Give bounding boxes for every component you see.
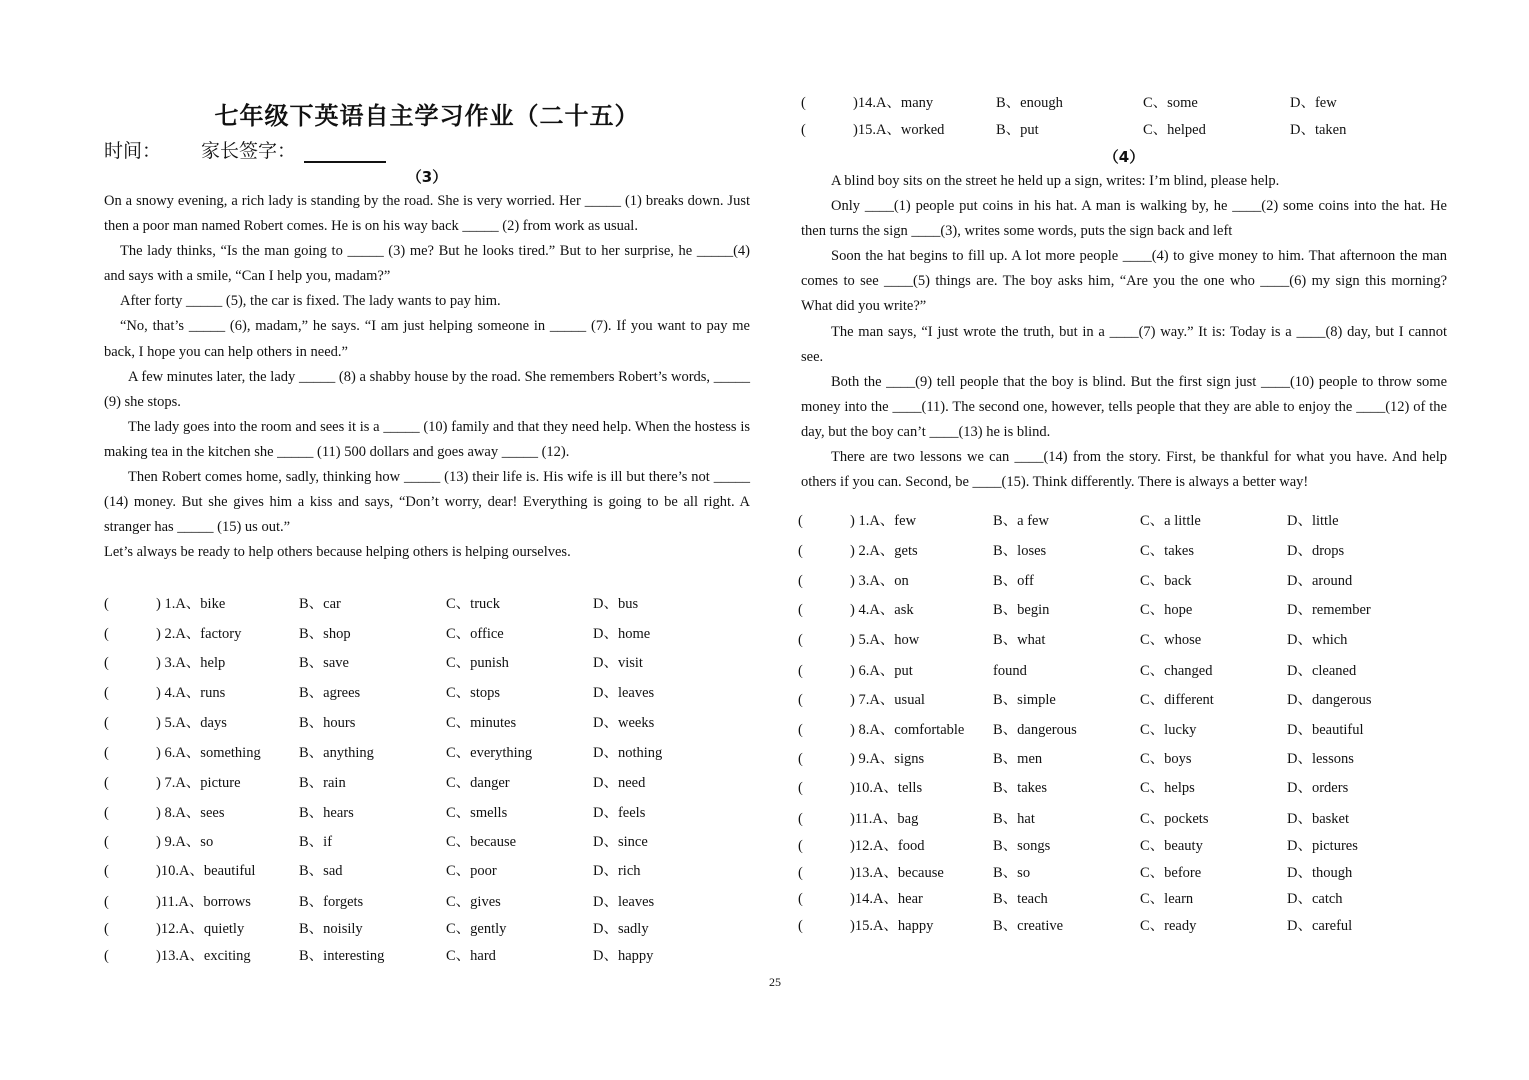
option-a: )12.A、quietly xyxy=(156,921,245,937)
option-b: B、enough xyxy=(996,95,1063,111)
option-d: D、few xyxy=(1290,95,1337,111)
option-d: D、weeks xyxy=(593,715,655,731)
question-row xyxy=(104,651,764,675)
option-d: D、drops xyxy=(1287,543,1345,559)
answer-paren: ( xyxy=(104,626,109,642)
passage-3-paragraph: Then Robert comes home, sadly, thinking how _____ (13) their life is. His wife is ill but there’s not _____ (14) money. But she gives him a kiss and says, “Don’t worry, dear! Everything is going to be all right. A stranger has _____ (15) us out.” xyxy=(104,469,750,536)
answer-paren: ( xyxy=(801,95,806,111)
option-c: C、some xyxy=(1143,95,1198,111)
question-row xyxy=(798,569,1458,593)
passage-3-paragraph: “No, that’s _____ (6), madam,” he says. “I am just helping someone in _____ (7). If you want to pay me back, I hope you can help others in need.” xyxy=(104,318,750,360)
answer-paren: ( xyxy=(798,513,803,529)
signature-blank xyxy=(304,143,386,163)
option-c: C、a little xyxy=(1140,513,1201,529)
option-b: B、rain xyxy=(299,775,346,791)
question-row xyxy=(104,741,764,765)
parent-sign-label: 家长签字： xyxy=(201,140,297,162)
option-b: B、noisily xyxy=(299,921,363,937)
answer-paren: ( xyxy=(798,918,803,934)
option-b: B、creative xyxy=(993,918,1064,934)
option-a: ) 7.A、picture xyxy=(156,775,241,791)
question-row xyxy=(801,91,1461,115)
option-b: B、men xyxy=(993,751,1043,767)
question-row xyxy=(798,718,1458,742)
question-row xyxy=(798,807,1458,831)
answer-paren: ( xyxy=(798,543,803,559)
answer-paren: ( xyxy=(798,663,803,679)
option-b: B、so xyxy=(993,865,1031,881)
option-a: ) 1.A、bike xyxy=(156,596,226,612)
option-a: ) 8.A、comfortable xyxy=(850,722,965,738)
option-a: ) 5.A、how xyxy=(850,632,920,648)
question-row xyxy=(104,592,764,616)
option-c: C、changed xyxy=(1140,663,1213,679)
option-b: B、off xyxy=(993,573,1034,589)
option-d: D、pictures xyxy=(1287,838,1358,854)
question-row xyxy=(104,622,764,646)
passage-3-paragraph: A few minutes later, the lady _____ (8) a shabby house by the road. She remembers Robert’s words, _____ (9) she stops. xyxy=(104,368,750,410)
option-b: B、put xyxy=(996,122,1039,138)
option-b: B、what xyxy=(993,632,1046,648)
answer-paren: ( xyxy=(801,122,806,138)
option-c: C、stops xyxy=(446,685,500,701)
option-d: D、remember xyxy=(1287,602,1371,618)
option-c: C、truck xyxy=(446,596,500,612)
option-c: C、learn xyxy=(1140,891,1194,907)
option-a: )15.A、happy xyxy=(850,918,934,934)
option-d: D、dangerous xyxy=(1287,692,1372,708)
answer-paren: ( xyxy=(104,805,109,821)
option-c: C、ready xyxy=(1140,918,1197,934)
option-c: C、because xyxy=(446,834,517,850)
option-d: D、cleaned xyxy=(1287,663,1357,679)
option-c: C、different xyxy=(1140,692,1214,708)
passage-4-paragraph: There are two lessons we can ____(14) from the story. First, be thankful for what you have. And help others if you can. Second, be ____(15). Think differently. There is always a better way! xyxy=(801,449,1447,491)
question-row xyxy=(798,688,1458,712)
passage-3-paragraph: The lady goes into the room and sees it is a _____ (10) family and that they need help. When the hostess is making tea in the kitchen she _____ (11) 500 dollars and goes away _____ (12). xyxy=(104,418,750,460)
option-a: )11.A、bag xyxy=(850,811,919,827)
option-b: B、hears xyxy=(299,805,354,821)
option-b: B、agrees xyxy=(299,685,361,701)
page-number: 25 xyxy=(769,975,781,989)
passage-3 xyxy=(104,189,750,565)
option-d: D、beautiful xyxy=(1287,722,1364,738)
option-c: C、boys xyxy=(1140,751,1192,767)
answer-paren: ( xyxy=(798,722,803,738)
question-row xyxy=(104,890,764,914)
option-c: C、danger xyxy=(446,775,510,791)
passage-4-paragraph: Only ____(1) people put coins in his hat. A man is walking by, he ____(2) some coins into the hat. He then turns the sign ____(3), writes some words, puts the sign back and left xyxy=(801,198,1447,240)
question-row xyxy=(104,771,764,795)
option-d: D、taken xyxy=(1290,122,1347,138)
answer-paren: ( xyxy=(104,921,109,937)
passage-4-paragraph: The man says, “I just wrote the truth, but in a ____(7) way.” It is: Today is a ____(8) day, but I cannot see. xyxy=(801,323,1447,365)
option-d: D、though xyxy=(1287,865,1353,881)
option-a: )13.A、exciting xyxy=(156,948,251,964)
passage-4-paragraph: Both the ____(9) tell people that the boy is blind. But the first sign just ____(10) people to throw some money into the ____(11). The second one, however, tells people that they are able to enjoy the ____(12) of the day, but the boy can’t ____(13) he is blind. xyxy=(801,373,1447,440)
option-d: D、happy xyxy=(593,948,654,964)
option-b: B、a few xyxy=(993,513,1049,529)
option-d: D、home xyxy=(593,626,651,642)
option-c: C、pockets xyxy=(1140,811,1209,827)
option-d: D、need xyxy=(593,775,646,791)
answer-paren: ( xyxy=(104,715,109,731)
answer-paren: ( xyxy=(798,891,803,907)
option-b: B、songs xyxy=(993,838,1051,854)
option-a: ) 3.A、on xyxy=(850,573,909,589)
option-c: C、office xyxy=(446,626,504,642)
option-b: B、teach xyxy=(993,891,1048,907)
answer-paren: ( xyxy=(798,865,803,881)
option-d: D、leaves xyxy=(593,894,655,910)
question-row xyxy=(801,118,1461,142)
option-c: C、poor xyxy=(446,863,497,879)
option-b: B、sad xyxy=(299,863,343,879)
option-a: ) 3.A、help xyxy=(156,655,226,671)
question-row xyxy=(798,509,1458,533)
answer-paren: ( xyxy=(104,745,109,761)
section-4-label: （4） xyxy=(1103,148,1145,166)
option-c: C、everything xyxy=(446,745,533,761)
option-c: C、gently xyxy=(446,921,507,937)
question-row xyxy=(104,711,764,735)
option-b: B、loses xyxy=(993,543,1047,559)
option-d: D、lessons xyxy=(1287,751,1354,767)
answer-paren: ( xyxy=(798,751,803,767)
option-a: ) 4.A、ask xyxy=(850,602,914,618)
option-a: ) 2.A、gets xyxy=(850,543,918,559)
answer-paren: ( xyxy=(104,834,109,850)
option-b: B、hours xyxy=(299,715,356,731)
question-row xyxy=(104,944,764,968)
answer-paren: ( xyxy=(104,775,109,791)
option-b: B、shop xyxy=(299,626,351,642)
option-a: )10.A、tells xyxy=(850,780,923,796)
option-b: B、interesting xyxy=(299,948,385,964)
option-d: D、which xyxy=(1287,632,1348,648)
question-row xyxy=(798,834,1458,858)
option-a: )10.A、beautiful xyxy=(156,863,256,879)
option-c: C、gives xyxy=(446,894,501,910)
time-label: 时间： xyxy=(104,140,162,162)
option-b: B、dangerous xyxy=(993,722,1077,738)
option-a: ) 2.A、factory xyxy=(156,626,242,642)
answer-paren: ( xyxy=(104,894,109,910)
option-d: D、visit xyxy=(593,655,643,671)
answer-paren: ( xyxy=(798,838,803,854)
question-row xyxy=(798,659,1458,683)
option-d: D、leaves xyxy=(593,685,655,701)
option-c: C、hard xyxy=(446,948,496,964)
option-a: ) 6.A、put xyxy=(850,663,913,679)
option-b: B、anything xyxy=(299,745,374,761)
option-b: B、begin xyxy=(993,602,1050,618)
answer-paren: ( xyxy=(798,811,803,827)
answer-paren: ( xyxy=(104,948,109,964)
passage-4-paragraph: Soon the hat begins to fill up. A lot more people ____(4) to give money to him. That afternoon the man comes to see ____(5) things are. The boy asks him, “Are you the one who ____(6) my sign this morning? What did you write?” xyxy=(801,248,1447,315)
option-c: C、smells xyxy=(446,805,508,821)
passage-3-paragraph: Let’s always be ready to help others because helping others is helping ourselves. xyxy=(104,544,571,561)
passage-3-paragraph: On a snowy evening, a rich lady is standing by the road. She is very worried. Her _____ (1) breaks down. Just then a poor man named Robert comes. He is on his way back _____ (2) from work as usual. xyxy=(104,193,750,235)
answer-paren: ( xyxy=(798,692,803,708)
question-row xyxy=(798,887,1458,911)
option-a: ) 8.A、sees xyxy=(156,805,225,821)
question-row xyxy=(104,917,764,941)
option-b: B、save xyxy=(299,655,349,671)
answer-paren: ( xyxy=(104,863,109,879)
option-d: D、catch xyxy=(1287,891,1343,907)
passage-3-paragraph: After forty _____ (5), the car is fixed. The lady wants to pay him. xyxy=(120,293,501,310)
question-row xyxy=(798,914,1458,938)
passage-4-paragraph: A blind boy sits on the street he held up a sign, writes: I’m blind, please help. xyxy=(831,173,1280,189)
question-row xyxy=(104,801,764,825)
option-d: D、basket xyxy=(1287,811,1350,827)
option-b: B、if xyxy=(299,834,333,850)
option-c: C、helps xyxy=(1140,780,1195,796)
question-row xyxy=(104,859,764,883)
question-row xyxy=(798,747,1458,771)
answer-paren: ( xyxy=(798,780,803,796)
option-a: ) 6.A、something xyxy=(156,745,261,761)
question-row xyxy=(798,598,1458,622)
passage-3-paragraph: The lady thinks, “Is the man going to _____ (3) me? But he looks tired.” But to her surprise, he _____(4) and says with a smile, “Can I help you, madam?” xyxy=(104,243,750,285)
option-d: D、feels xyxy=(593,805,646,821)
question-row xyxy=(104,681,764,705)
answer-paren: ( xyxy=(104,685,109,701)
option-a: )14.A、many xyxy=(853,95,934,111)
option-a: ) 7.A、usual xyxy=(850,692,925,708)
option-b: B、hat xyxy=(993,811,1035,827)
option-d: D、little xyxy=(1287,513,1339,529)
option-a: ) 5.A、days xyxy=(156,715,227,731)
answer-paren: ( xyxy=(798,602,803,618)
option-c: C、beauty xyxy=(1140,838,1203,854)
option-b: B、forgets xyxy=(299,894,364,910)
question-row xyxy=(104,830,764,854)
option-d: D、rich xyxy=(593,863,641,879)
answer-paren: ( xyxy=(104,596,109,612)
option-c: C、before xyxy=(1140,865,1202,881)
option-d: D、orders xyxy=(1287,780,1349,796)
option-c: C、whose xyxy=(1140,632,1202,648)
option-a: )11.A、borrows xyxy=(156,894,251,910)
option-c: C、minutes xyxy=(446,715,517,731)
option-b: B、car xyxy=(299,596,341,612)
option-b: found xyxy=(993,663,1027,679)
option-b: B、simple xyxy=(993,692,1056,708)
option-a: )15.A、worked xyxy=(853,122,945,138)
question-row xyxy=(798,628,1458,652)
time-and-signature xyxy=(104,136,386,163)
section-3-label: （3） xyxy=(406,168,448,186)
option-d: D、around xyxy=(1287,573,1353,589)
question-row xyxy=(798,861,1458,885)
passage-4 xyxy=(801,169,1447,495)
page-title: 七年级下英语自主学习作业（二十五） xyxy=(214,102,640,130)
option-a: ) 4.A、runs xyxy=(156,685,226,701)
question-row xyxy=(798,539,1458,563)
option-a: ) 1.A、few xyxy=(850,513,917,529)
option-a: ) 9.A、so xyxy=(156,834,214,850)
option-a: )12.A、food xyxy=(850,838,925,854)
option-d: D、sadly xyxy=(593,921,649,937)
option-b: B、takes xyxy=(993,780,1047,796)
option-c: C、lucky xyxy=(1140,722,1197,738)
answer-paren: ( xyxy=(104,655,109,671)
option-c: C、punish xyxy=(446,655,509,671)
option-c: C、hope xyxy=(1140,602,1193,618)
option-d: D、nothing xyxy=(593,745,663,761)
answer-paren: ( xyxy=(798,632,803,648)
option-d: D、bus xyxy=(593,596,639,612)
answer-paren: ( xyxy=(798,573,803,589)
option-c: C、back xyxy=(1140,573,1192,589)
option-d: D、careful xyxy=(1287,918,1353,934)
option-c: C、takes xyxy=(1140,543,1194,559)
option-a: )14.A、hear xyxy=(850,891,923,907)
option-d: D、since xyxy=(593,834,648,850)
option-c: C、helped xyxy=(1143,122,1206,138)
question-row xyxy=(798,776,1458,800)
option-a: ) 9.A、signs xyxy=(850,751,925,767)
option-a: )13.A、because xyxy=(850,865,944,881)
